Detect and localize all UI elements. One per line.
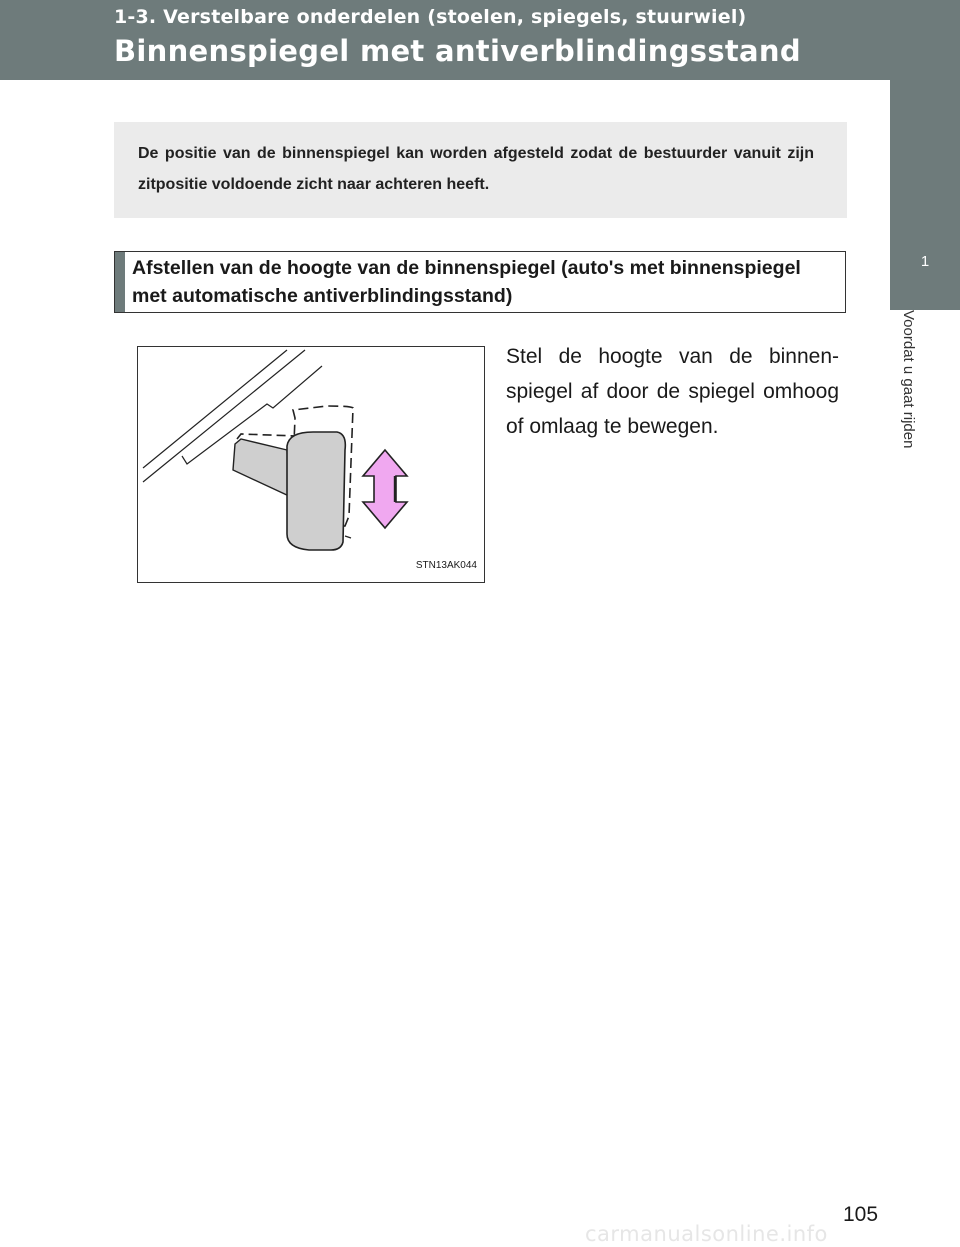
intro-box [114,122,847,218]
page-number: 105 [843,1203,879,1226]
chapter-label-tab [890,310,960,600]
body-text: Stel de hoogte van de binnen-spiegel af door de spiegel omhoog of omlaag te bewegen. [506,345,839,438]
subheading-text: Afstellen van de hoogte van de binnenspiegel (auto's met binnenspiegel met automatische antiverblindingsstand) [132,257,801,307]
mirror-illustration [137,346,485,583]
subheading-marker [115,252,125,312]
section-title: 1-3. Verstelbare onderdelen (stoelen, spiegels, stuurwiel) [114,6,747,28]
intro-text: De positie van de binnenspiegel kan worden afgesteld zodat de bestuurder vanuit zijn zitpositie voldoende zicht naar achteren heeft. [138,145,814,193]
side-tab-top [890,0,960,222]
page-title: Binnenspiegel met antiverblindingsstand [114,34,801,68]
mirror-body [287,432,345,550]
mirror-drawing [137,346,485,583]
watermark: carmanualsonline.info [585,1222,828,1246]
chapter-label: Voordat u gaat rijden [900,310,917,449]
figure-code: STN13AK044 [415,560,477,571]
subheading-box [114,251,846,313]
chapter-number-tab[interactable]: 1 [890,222,960,310]
header-bar [0,0,890,80]
